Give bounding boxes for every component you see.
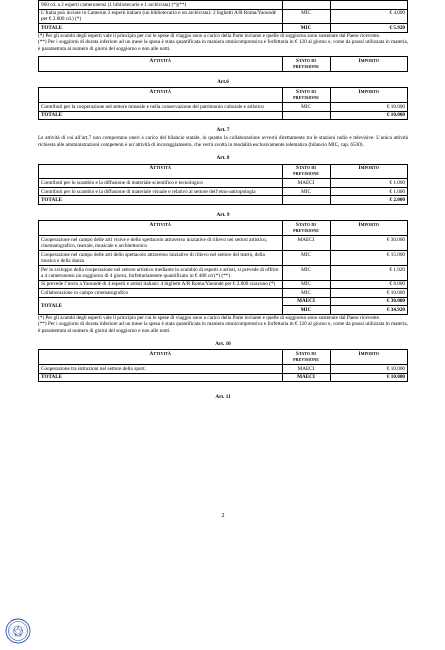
cell-activity: Cooperazione nel campo delle arti dello spettacolo attraverso iniziative di rilievo nel settore del teatro, della musica e della danza — [39, 251, 283, 266]
total-row — [39, 373, 408, 382]
total-chapter: MIC — [282, 306, 330, 315]
table-row — [39, 289, 408, 298]
total-chapter — [282, 111, 330, 120]
cell-amount: € 1.000 — [330, 179, 408, 188]
total-chapter: MIC — [282, 24, 330, 33]
article-heading: Art. 8 — [216, 155, 230, 162]
total-row — [39, 297, 408, 306]
table-row — [39, 280, 408, 289]
header-amount: Importo — [330, 350, 408, 365]
cell-chapter: MAECI — [282, 179, 330, 188]
cell-chapter: MIC — [282, 103, 330, 112]
footnote: (*) Per gli scambi degli esperti vale il principio per cui le spese di viaggio sono a carico della Parte inviante e quelle di soggiorno sono sostenute dal Paese ricevente. — [38, 32, 381, 39]
cell-activity: 960 cd. a 2 esperti camerunensi (1 bibliotecario e 1 archivista) (*)(**) — [39, 1, 283, 10]
total-amount: € 5.920 — [330, 24, 408, 33]
cell-amount: € 30.000 — [330, 236, 408, 251]
total-amount: € 30.000 — [330, 297, 408, 306]
header-activity: Attività — [39, 350, 283, 365]
table-row — [39, 103, 408, 112]
header-chapter: Stato di previsione — [282, 164, 330, 179]
cell-chapter: MIC — [282, 289, 330, 298]
total-amount: € 2.000 — [330, 196, 408, 205]
art9-table — [38, 220, 408, 315]
art10-table — [38, 349, 408, 382]
table-row — [39, 265, 408, 280]
header-activity: Attività — [39, 164, 283, 179]
cell-activity: Cooperazione tra istituzioni nel settore dello sport. — [39, 365, 283, 374]
table-row — [39, 179, 408, 188]
total-chapter: MAECI — [282, 297, 330, 306]
cell-amount: € 15.000 — [330, 251, 408, 266]
header-activity: Attività — [39, 221, 283, 236]
total-label: TOTALE — [39, 24, 283, 33]
top-cost-table — [38, 0, 408, 33]
cell-amount: € 10.000 — [330, 365, 408, 374]
art8-table — [38, 164, 408, 205]
header-amount: Importo — [330, 164, 408, 179]
cell-amount: € 4.000 — [330, 9, 408, 24]
cell-activity: Contributi per lo scambio e la diffusione di materiale visuale e relativo al settore dell’etno-antropologia — [39, 187, 283, 196]
activity-header-table — [38, 56, 408, 72]
total-label: TOTALE — [39, 196, 283, 205]
article-heading: Art. 11 — [215, 394, 231, 401]
total-amount: € 34.920 — [330, 306, 408, 315]
cell-chapter: MAECI — [282, 236, 330, 251]
document-page — [38, 0, 408, 519]
cell-amount — [330, 1, 408, 10]
header-amount: Importo — [330, 221, 408, 236]
total-label: TOTALE — [39, 111, 283, 120]
cell-chapter — [282, 1, 330, 10]
footnote: (**) Per i soggiorni di durata inferiore ad un mese la spesa è stata quantificata in maniera omnicomprensiva e forfettaria in € 120 al giorno e, come da prassi utilizzata in materia, è parametrata al numero di giorni del soggiorno e non alle notti. — [38, 39, 408, 52]
cell-activity: Per lo sviluppo della cooperazione nel settore artistico mediante lo scambio di esperti e artisti, si prevede di offrire a 4 camerunensi un soggiorno di 4 giorni, forfettariamente quantificato in € 480 cd (*) (**) — [39, 265, 283, 280]
table-row — [39, 236, 408, 251]
footnote: (**) Per i soggiorni di durata inferiore ad un mese la spesa è stata quantificata in maniera omnicomprensiva e forfettaria in € 120 al giorno e, come da prassi utilizzata in materia, è parametrata al numero di giorni del soggiorno e non alle notti. — [38, 321, 408, 334]
cell-chapter: MIC — [282, 9, 330, 24]
article-heading: Art. 9 — [216, 211, 230, 218]
cell-amount: € 8.000 — [330, 280, 408, 289]
header-activity: Attività — [39, 88, 283, 103]
table-row — [39, 9, 408, 24]
header-chapter: Stato di previsione — [282, 88, 330, 103]
header-amount: Importo — [330, 56, 408, 71]
article-heading: Art. 7 — [216, 127, 230, 134]
table-row — [39, 1, 408, 10]
cell-amount: € 1.920 — [330, 265, 408, 280]
total-chapter — [282, 196, 330, 205]
table-row — [39, 187, 408, 196]
article-heading: Art. 10 — [215, 340, 231, 347]
total-chapter: MAECI — [282, 373, 330, 382]
table-row — [39, 365, 408, 374]
page-number: 2 — [221, 513, 225, 519]
cell-chapter: MAECI — [282, 365, 330, 374]
cell-activity: L’Italia può inviare in Camerun 2 esperti italiani (un bibliotecario e un archivista): 2 biglietti A/R Roma/Yaoundé per € 2.000 cd.) (*) — [39, 9, 283, 24]
footnote: (*) Per gli scambi degli esperti vale il principio per cui le spese di viaggio sono a carico della Parte inviante e quelle di soggiorno sono sostenute dal Paese ricevente. — [38, 314, 381, 321]
cell-activity: Contributi per la cooperazione nel settore museale e nella conservazione del patrimonio culturale e artistico — [39, 103, 283, 112]
header-chapter: Stato di previsione — [282, 56, 330, 71]
total-row — [39, 196, 408, 205]
cell-activity: Si prevede l’invio a Yaoundé di 4 esperti e artisti italiani: 4 biglietti A/R Roma/Yaoundé per € 2.000 ciascuno (*) — [39, 280, 283, 289]
cell-activity: Contributi per lo scambio e la diffusione di materiale scientifico e tecnologico — [39, 179, 283, 188]
official-seal-icon — [5, 618, 31, 644]
cell-chapter: MIC — [282, 187, 330, 196]
cell-activity: Cooperazione nel campo delle arti visive e dello spettacolo attraverso iniziative di rilievo nei settori artistico, cinematografico, teatrale, musicale e architettonico — [39, 236, 283, 251]
total-label: TOTALE — [39, 373, 283, 382]
cell-amount: € 10.000 — [330, 103, 408, 112]
header-chapter: Stato di previsione — [282, 350, 330, 365]
cell-chapter: MIC — [282, 265, 330, 280]
cell-chapter: MIC — [282, 280, 330, 289]
table-row — [39, 251, 408, 266]
header-chapter: Stato di previsione — [282, 221, 330, 236]
art6-table — [38, 87, 408, 120]
cell-amount: € 10.000 — [330, 289, 408, 298]
cell-activity: Collaborazione in campo cinematografico — [39, 289, 283, 298]
total-amount: € 10.000 — [330, 373, 408, 382]
header-activity: Attività — [39, 56, 283, 71]
cell-amount: € 1.000 — [330, 187, 408, 196]
total-row — [39, 111, 408, 120]
total-row — [39, 24, 408, 33]
total-label: TOTALE — [39, 297, 283, 314]
cell-chapter: MIC — [282, 251, 330, 266]
header-amount: Importo — [330, 88, 408, 103]
article-heading: Art.6 — [217, 78, 229, 85]
article-text: Le attività di cui all’art.7 non comportano oneri a carico del bilancio statale, in quanto la collaborazione avverrà direttamente tra le stazioni radio e televisive. L’unica attività richiesta alle amministrazioni competenti è un’attività di incoraggiamento, che verrà svolta in modalità esclusivamente telematica (bilancio MIC, cap. 6530). — [38, 135, 408, 148]
total-amount: € 10.000 — [330, 111, 408, 120]
